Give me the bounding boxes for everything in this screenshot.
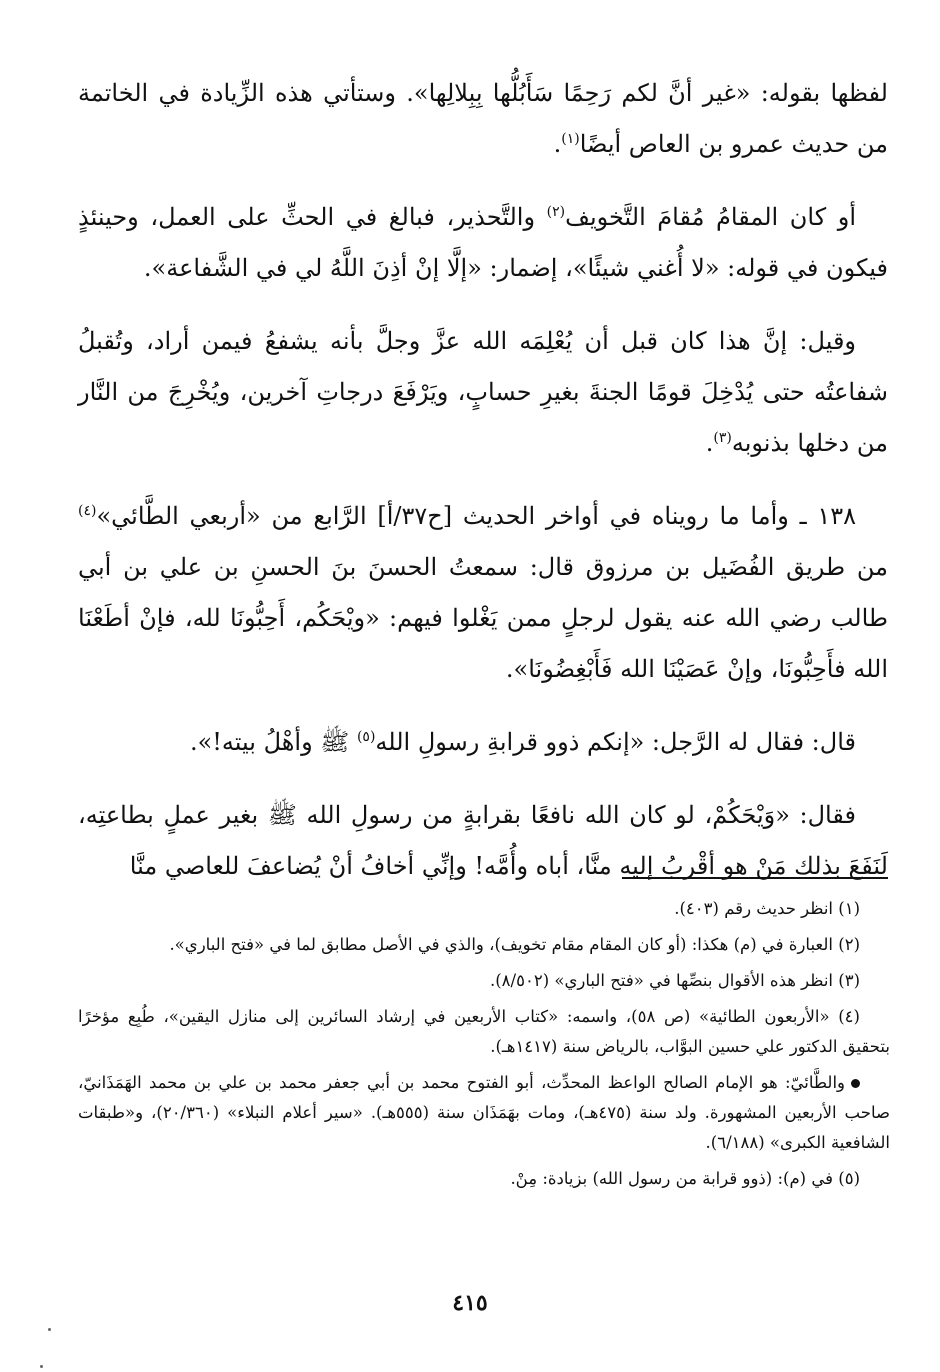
paragraph-2-rest: والتَّحذير، فبالغ في الحثِّ على العمل، وحينئذٍ فيكون في قوله: «لا أُغني شيئًا»، إضمار: «إلَّا إنْ أذِنَ اللَّهُ لي في الشَّفاعة». [78, 203, 888, 282]
footnotes [78, 894, 890, 1200]
footnote-1: (١) انظر حديث رقم (٤٠٣). [674, 899, 860, 918]
main-text [78, 68, 888, 892]
footnote-4-bio-text: والطَّائيّ: هو الإمام الصالح الواعظ المحدِّث، أبو الفتوح محمد بن أبي جعفر محمد بن علي بن محمد الهَمَذَانيّ، صاحب الأربعين المشهورة. ولد سنة (٤٧٥هـ)، ومات بهَمَذَان سنة (٥٥٥هـ). «سير أعلام النبلاء» (٢٠/٣٦٠)، و«طبقات الشافعية الكبرى» (٦/١٨٨). [78, 1073, 890, 1152]
paragraph-1-text: لفظها بقوله: «غير أنَّ لكم رَحِمًا سَأَبُلُّها بِبِلالِها». وستأتي هذه الزِّيادة في الخاتمة من حديث عمرو بن العاص أيضًا [78, 79, 888, 158]
page-number: ٤١٥ [452, 1290, 488, 1316]
paragraph-2-text: أو كان المقامُ مُقامَ التَّخويف [565, 203, 856, 231]
paragraph-5 [78, 717, 888, 768]
footnote-ref-5[interactable]: (٥) [356, 729, 376, 745]
footnote-ref-1[interactable]: (١) [561, 131, 580, 147]
paragraph-4-text: ١٣٨ ـ وأما ما رويناه في أواخر الحديث [ح٣٧/أ] الرَّابع من «أربعي الطَّائي» [96, 502, 856, 530]
paragraph-3-end: . [705, 429, 714, 457]
footnote-5: (٥) في (م): (ذوو قرابة من رسول الله) بزيادة: مِنْ. [510, 1169, 860, 1188]
scan-speck [40, 1365, 43, 1368]
footnote-ref-4[interactable]: (٤) [78, 503, 97, 519]
paragraph-1 [78, 68, 888, 170]
footnote-ref-3[interactable]: (٣) [713, 430, 732, 446]
footnote-2: (٢) العبارة في (م) هكذا: (أو كان المقام مقام تخويف)، والذي في الأصل مطابق لما في «فتح الباري». [169, 935, 860, 954]
paragraph-4-rest: من طريق الفُضَيل بن مرزوق قال: سمعتُ الحسنَ بنَ الحسنِ بن علي بن أبي طالب رضي الله عنه يقول لرجلٍ ممن يَغْلوا فيهم: «ويْحَكُم، أَحِبُّونَا لله، فإنْ أطَعْنَا الله فأَحِبُّونَا، وإنْ عَصَيْنَا الله فَأَبْغِضُونَا». [78, 553, 888, 683]
paragraph-5-text: قال: فقال له الرَّجل: «إنكم ذوو قرابةِ رسولِ الله [375, 728, 856, 756]
footnote-separator [622, 877, 888, 879]
paragraph-2 [78, 192, 888, 294]
paragraph-1-end: . [553, 130, 562, 158]
paragraph-5-rest: ﷺ وأهْلُ بيته!». [189, 728, 357, 756]
paragraph-3 [78, 316, 888, 469]
footnote-4-bio [78, 1068, 890, 1158]
paragraph-4 [78, 491, 888, 695]
footnote-4: (٤) «الأربعون الطائية» (ص ٥٨)، واسمه: «كتاب الأربعين في إرشاد السائرين إلى منازل اليقين»، طُبِع مؤخرًا بتحقيق الدكتور علي حسين البوَّاب، بالرياض سنة (١٤١٧هـ). [78, 1007, 890, 1056]
paragraph-3-text: وقيل: إنَّ هذا كان قبل أن يُعْلِمَه الله عزَّ وجلَّ بأنه يشفعُ فيمن أراد، وتُقبلُ شفاعتُه حتى يُدْخِلَ قومًا الجنةَ بغيرِ حسابٍ، ويَرْفَعَ درجاتِ آخرين، ويُخْرِجَ من النَّار من دخلها بذنوبه [78, 327, 888, 457]
scan-speck [48, 1328, 51, 1331]
footnote-3: (٣) انظر هذه الأقوال بنصِّها في «فتح الباري» (٨/٥٠٢). [489, 971, 860, 990]
paragraph-6-text: فقال: «وَيْحَكُمْ، لو كان الله نافعًا بقرابةٍ من رسولِ الله ﷺ بغير عملٍ بطاعتِه، لَنَفَعَ بذلك مَنْ هو أقْربُ إليه منَّا، أباه وأُمَّه! وإنِّي أخافُ أنْ يُضاعفَ للعاصي منَّا [78, 801, 888, 880]
bullet-icon [851, 1079, 860, 1088]
footnote-ref-2[interactable]: (٢) [546, 204, 566, 220]
